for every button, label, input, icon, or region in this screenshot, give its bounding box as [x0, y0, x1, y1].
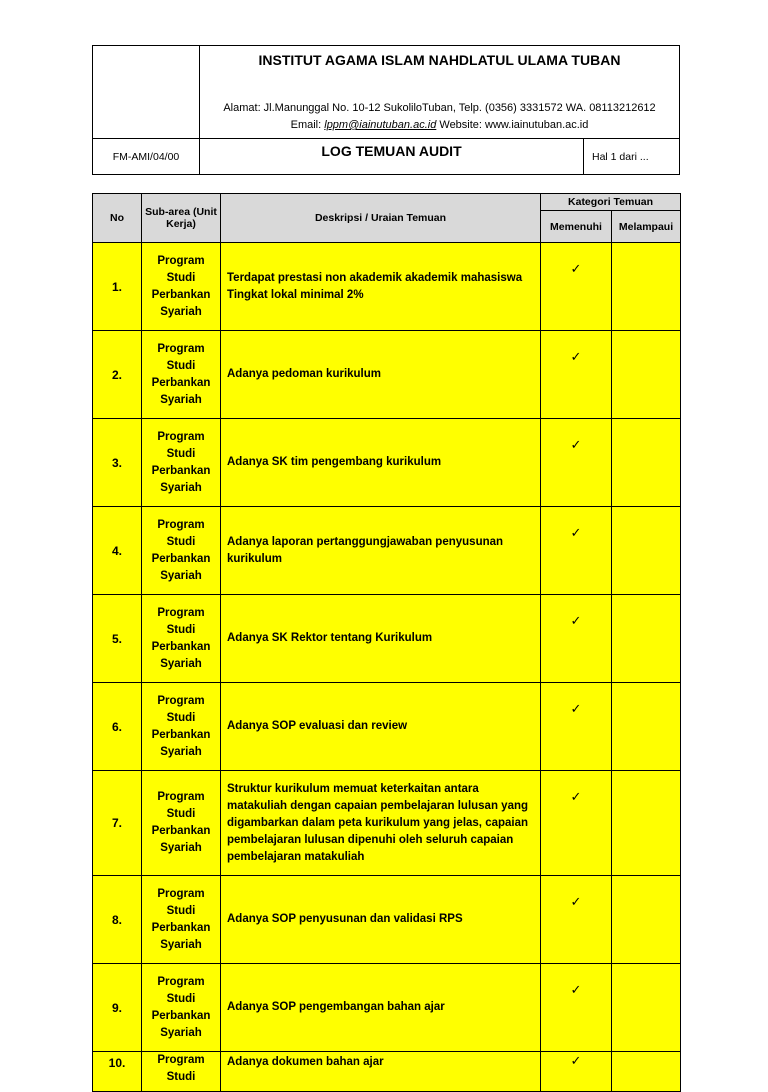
row-memenuhi-check: ✓: [541, 595, 612, 683]
row-subarea: Program Studi: [142, 1052, 221, 1092]
page-info: Hal 1 dari ...: [583, 139, 679, 174]
row-subarea: Program Studi Perbankan Syariah: [142, 964, 221, 1052]
row-memenuhi-check: ✓: [541, 243, 612, 331]
row-number: 8.: [93, 876, 142, 964]
table-row: [93, 876, 681, 964]
row-description: Adanya pedoman kurikulum: [221, 331, 541, 419]
row-subarea: Program Studi Perbankan Syariah: [142, 243, 221, 331]
row-description: Adanya SOP pengembangan bahan ajar: [221, 964, 541, 1052]
logo-cell: [93, 46, 200, 138]
row-number: 9.: [93, 964, 142, 1052]
row-description: Adanya SK Rektor tentang Kurikulum: [221, 595, 541, 683]
row-memenuhi-check: ✓: [541, 964, 612, 1052]
row-description: Adanya SOP penyusunan dan validasi RPS: [221, 876, 541, 964]
row-number: 10.: [93, 1052, 142, 1092]
column-header-melampaui: Melampaui: [612, 211, 681, 243]
row-subarea: Program Studi Perbankan Syariah: [142, 419, 221, 507]
row-melampaui-check: [612, 507, 681, 595]
row-number: 4.: [93, 507, 142, 595]
row-number: 1.: [93, 243, 142, 331]
row-subarea: Program Studi Perbankan Syariah: [142, 595, 221, 683]
institution-block: [200, 46, 679, 138]
row-memenuhi-check: ✓: [541, 876, 612, 964]
row-memenuhi-check: ✓: [541, 419, 612, 507]
table-row: [93, 1052, 681, 1092]
row-subarea: Program Studi Perbankan Syariah: [142, 331, 221, 419]
row-melampaui-check: [612, 964, 681, 1052]
column-header-memenuhi: Memenuhi: [541, 211, 612, 243]
document-title: LOG TEMUAN AUDIT: [321, 143, 462, 159]
email-label: Email:: [290, 119, 325, 131]
row-subarea: Program Studi Perbankan Syariah: [142, 771, 221, 876]
row-melampaui-check: [612, 595, 681, 683]
row-subarea: Program Studi Perbankan Syariah: [142, 507, 221, 595]
table-row: [93, 507, 681, 595]
column-header-subarea: Sub-area (Unit Kerja): [142, 194, 221, 243]
table-body: [93, 243, 681, 1092]
form-code: FM-AMI/04/00: [93, 139, 200, 174]
header-info-row: [93, 138, 679, 174]
table-row: [93, 595, 681, 683]
row-description: Adanya laporan pertanggungjawaban penyusunan kurikulum: [221, 507, 541, 595]
row-description: Adanya SK tim pengembang kurikulum: [221, 419, 541, 507]
row-subarea: Program Studi Perbankan Syariah: [142, 876, 221, 964]
row-description: Struktur kurikulum memuat keterkaitan antara matakuliah dengan capaian pembelajaran lulusan yang digambarkan dalam peta kurikulum yang jelas, capaian pembelajaran lulusan dipenuhi oleh seluruh capaian pembelajaran matakuliah: [221, 771, 541, 876]
row-number: 3.: [93, 419, 142, 507]
table-row: [93, 419, 681, 507]
audit-findings-table: [92, 193, 681, 1092]
table-row: [93, 243, 681, 331]
row-melampaui-check: [612, 1052, 681, 1092]
row-number: 2.: [93, 331, 142, 419]
row-memenuhi-check: ✓: [541, 507, 612, 595]
document-header: [92, 45, 680, 175]
row-number: 5.: [93, 595, 142, 683]
row-number: 6.: [93, 683, 142, 771]
row-description: Adanya SOP evaluasi dan review: [221, 683, 541, 771]
row-melampaui-check: [612, 876, 681, 964]
row-subarea: Program Studi Perbankan Syariah: [142, 683, 221, 771]
institution-name: INSTITUT AGAMA ISLAM NAHDLATUL ULAMA TUBAN: [258, 52, 621, 68]
row-melampaui-check: [612, 771, 681, 876]
row-melampaui-check: [612, 243, 681, 331]
row-number: 7.: [93, 771, 142, 876]
row-memenuhi-check: ✓: [541, 331, 612, 419]
column-header-description: Deskripsi / Uraian Temuan: [221, 194, 541, 243]
institution-address: Alamat: Jl.Manunggal No. 10-12 SukoliloTuban, Telp. (0356) 3331572 WA. 08113212612: [223, 102, 656, 114]
table-row: [93, 771, 681, 876]
table-row: [93, 964, 681, 1052]
row-memenuhi-check: ✓: [541, 683, 612, 771]
row-melampaui-check: [612, 331, 681, 419]
column-header-category: Kategori Temuan: [541, 194, 681, 211]
row-melampaui-check: [612, 419, 681, 507]
row-description: Adanya dokumen bahan ajar: [221, 1052, 541, 1092]
column-header-no: No: [93, 194, 142, 243]
email-link[interactable]: lppm@iainutuban.ac.id: [324, 119, 437, 131]
row-melampaui-check: [612, 683, 681, 771]
row-memenuhi-check: ✓: [541, 1052, 612, 1092]
table-row: [93, 331, 681, 419]
contact-line: [200, 119, 679, 131]
row-memenuhi-check: ✓: [541, 771, 612, 876]
table-row: [93, 683, 681, 771]
row-description: Terdapat prestasi non akademik akademik mahasiswa Tingkat lokal minimal 2%: [221, 243, 541, 331]
website-text: Website: www.iainutuban.ac.id: [436, 119, 589, 131]
